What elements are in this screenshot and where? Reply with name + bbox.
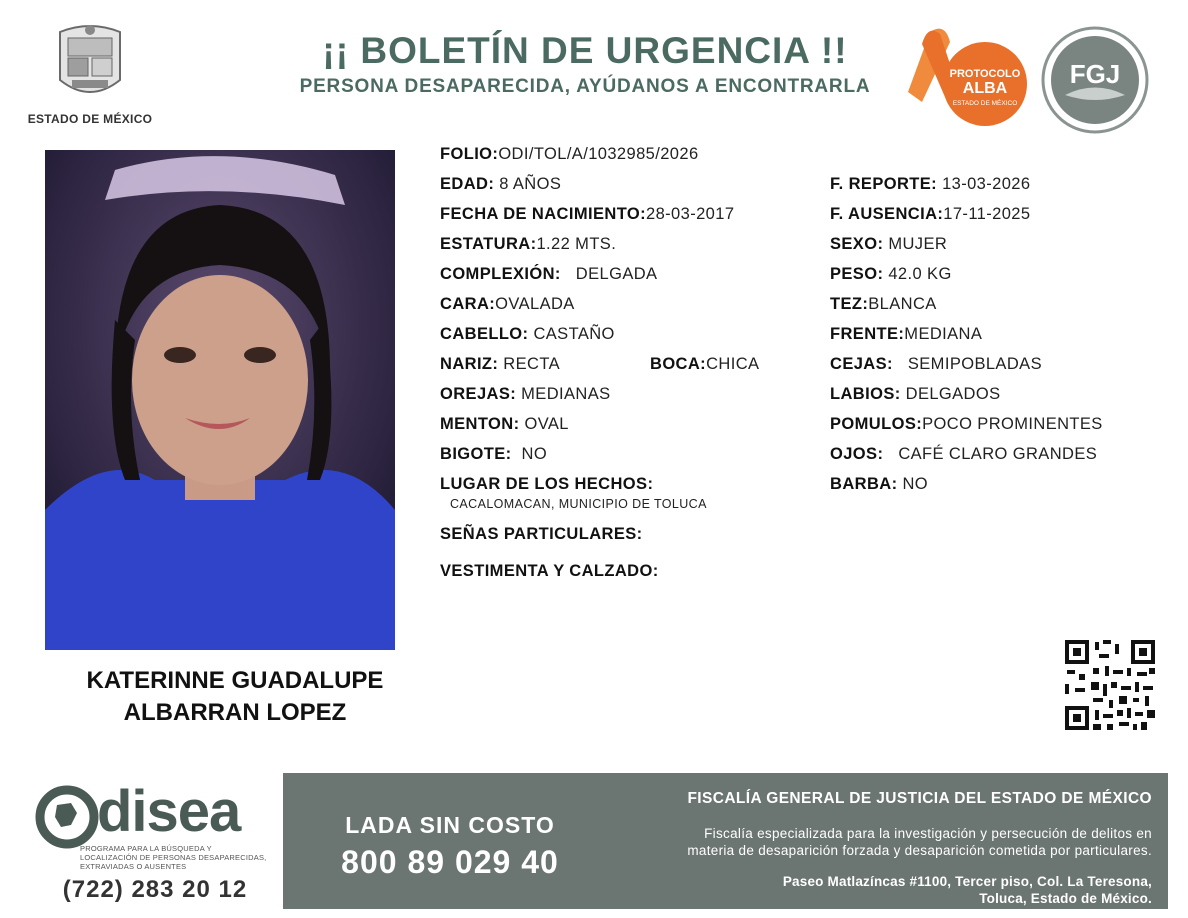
state-label: ESTADO DE MÉXICO <box>27 112 153 126</box>
alba-logo-line2: ALBA <box>962 80 1008 97</box>
field-nariz <box>440 354 560 374</box>
field-label: SEXO: <box>830 235 884 253</box>
missing-person-name <box>40 665 430 729</box>
odisea-program-note: PROGRAMA PARA LA BÚSQUEDA Y LOCALIZACIÓN DE PERSONAS DESAPARECIDAS, EXTRAVIADAS O AUSENTES <box>80 844 267 871</box>
field-label: LABIOS: <box>830 385 901 403</box>
field-lugar-value: CACALOMACAN, MUNICIPIO DE TOLUCA <box>450 497 707 511</box>
field-value: NO <box>521 445 548 463</box>
field-cejas <box>830 354 1042 374</box>
field-sexo <box>830 234 947 254</box>
lada-sin-costo-number[interactable]: 800 89 029 40 <box>341 844 559 880</box>
name-line-2: ALBARRAN LOPEZ <box>123 699 347 726</box>
field-label: SEÑAS PARTICULARES: <box>440 525 643 543</box>
address-line-1: Paseo Matlazíncas #1100, Tercer piso, Col. La Teresona, <box>782 874 1152 889</box>
field-ojos <box>830 444 1097 464</box>
field-value: NO <box>902 475 929 493</box>
field-value: CAFÉ CLARO GRANDES <box>898 445 1098 463</box>
field-label: TEZ: <box>830 295 869 313</box>
field-tez <box>830 294 937 314</box>
field-cabello <box>440 324 615 344</box>
field-boca <box>650 354 759 374</box>
field-barba <box>830 474 928 494</box>
field-f-reporte <box>830 174 1030 194</box>
field-label: CARA: <box>440 295 496 313</box>
fiscalia-description <box>600 825 1152 859</box>
field-label: BIGOTE: <box>440 445 512 463</box>
name-line-1: KATERINNE GUADALUPE <box>86 667 384 694</box>
field-value: 17-11-2025 <box>943 205 1031 223</box>
field-label: CABELLO: <box>440 325 529 343</box>
field-label: BARBA: <box>830 475 898 493</box>
field-label: F. AUSENCIA: <box>830 205 944 223</box>
field-value: 8 AÑOS <box>499 175 562 193</box>
field-value: SEMIPOBLADAS <box>907 355 1042 373</box>
field-label: NARIZ: <box>440 355 499 373</box>
field-label: MENTON: <box>440 415 520 433</box>
field-label: F. REPORTE: <box>830 175 938 193</box>
field-label: OJOS: <box>830 445 884 463</box>
field-labios <box>830 384 1001 404</box>
field-frente <box>830 324 982 344</box>
field-label: VESTIMENTA Y CALZADO: <box>440 562 659 580</box>
odisea-logo-text: disea <box>97 779 241 844</box>
field-f-ausencia <box>830 204 1030 224</box>
field-label: POMULOS: <box>830 415 923 433</box>
field-label: EDAD: <box>440 175 495 193</box>
field-label: FOLIO: <box>440 145 499 163</box>
field-label: CEJAS: <box>830 355 893 373</box>
field-folio <box>440 144 699 164</box>
fiscalia-desc-line-1: Fiscalía especializada para la investigación y persecución de delitos en <box>704 826 1152 841</box>
alba-logo-line3: ESTADO DE MÉXICO <box>952 100 1018 107</box>
field-label: COMPLEXIÓN: <box>440 265 561 283</box>
field-senas <box>440 524 643 544</box>
field-value: ODI/TOL/A/1032985/2026 <box>498 145 699 163</box>
field-label: FECHA DE NACIMIENTO: <box>440 205 646 223</box>
field-label: OREJAS: <box>440 385 517 403</box>
field-value: 28-03-2017 <box>646 205 735 223</box>
field-orejas <box>440 384 611 404</box>
field-value: 42.0 KG <box>888 265 952 283</box>
state-coat-of-arms <box>50 20 130 108</box>
odisea-phone[interactable]: (722) 283 20 12 <box>62 876 248 903</box>
field-pomulos <box>830 414 1103 434</box>
field-value: RECTA <box>503 355 560 373</box>
field-value: MEDIANAS <box>521 385 611 403</box>
fiscalia-title: FISCALÍA GENERAL DE JUSTICIA DEL ESTADO DE MÉXICO <box>687 790 1152 807</box>
field-value: CHICA <box>706 355 760 373</box>
bulletin-title: ¡¡ BOLETÍN DE URGENCIA !! <box>322 30 848 71</box>
field-value: POCO PROMINENTES <box>922 415 1103 433</box>
fiscalia-desc-line-2: materia de desaparición forzada y desaparición cometida por particulares. <box>687 843 1152 858</box>
field-value: MEDIANA <box>904 325 983 343</box>
field-estatura <box>440 234 616 254</box>
fiscalia-address <box>600 873 1152 907</box>
field-label: LUGAR DE LOS HECHOS: <box>440 475 654 493</box>
field-value: DELGADOS <box>905 385 1001 403</box>
field-vestimenta <box>440 561 659 581</box>
qr-code[interactable] <box>1063 638 1157 732</box>
bulletin-subtitle: PERSONA DESAPARECIDA, AYÚDANOS A ENCONTRARLA <box>299 76 871 97</box>
field-bigote <box>440 444 547 464</box>
field-value: 13-03-2026 <box>942 175 1031 193</box>
field-label: ESTATURA: <box>440 235 537 253</box>
field-label: FRENTE: <box>830 325 905 343</box>
field-edad <box>440 174 561 194</box>
field-value: DELGADA <box>575 265 658 283</box>
field-menton <box>440 414 569 434</box>
field-complexion <box>440 264 657 284</box>
field-cara <box>440 294 575 314</box>
alba-logo-line1: PROTOCOLO <box>949 68 1021 80</box>
protocolo-alba-logo <box>900 22 1030 132</box>
field-peso <box>830 264 952 284</box>
fgj-logo <box>1040 25 1150 135</box>
field-value: MUJER <box>888 235 948 253</box>
field-value: BLANCA <box>868 295 937 313</box>
field-lugar <box>440 474 653 494</box>
address-line-2: Toluca, Estado de México. <box>979 891 1152 906</box>
missing-person-photo <box>45 150 395 650</box>
field-value: CASTAÑO <box>533 325 615 343</box>
field-value: OVAL <box>524 415 569 433</box>
field-fecha-nacimiento <box>440 204 734 224</box>
field-label: PESO: <box>830 265 884 283</box>
fgj-logo-text: FGJ <box>1069 59 1121 89</box>
lada-sin-costo-title: LADA SIN COSTO <box>345 812 555 838</box>
field-label: BOCA: <box>650 355 707 373</box>
field-value: 1.22 MTS. <box>536 235 617 253</box>
field-value: OVALADA <box>495 295 575 313</box>
